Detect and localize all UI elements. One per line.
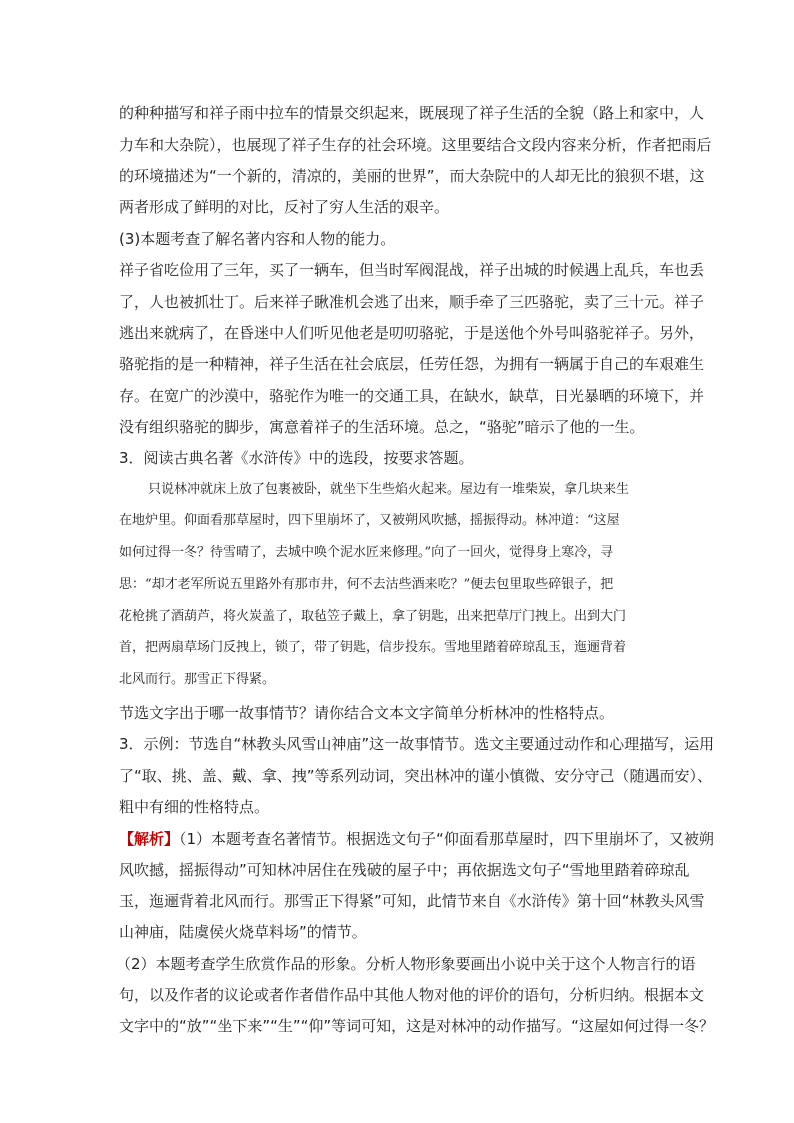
- text-line: 了，人也被抓壮丁。后来祥子瞅准机会逃了出来，顺手牵了三匹骆驼，卖了三十元。祥子: [119, 293, 705, 311]
- answer-line: 了“取、挑、盖、戴、拿、拽”等系列动词，突出林冲的谨小慎微、安分守己（随遇而安）、: [119, 767, 713, 785]
- quote-line: 如何过得一冬？待雪晴了，去城中唤个泥水匠来修理。”向了一回火，觉得身上寒冷，寻: [119, 545, 614, 560]
- analysis-line: 玉，迤逦背着北风而行。那雪正下得紧”可知，此情节来自《水浒传》第十回“林教头风雪: [119, 892, 705, 910]
- analysis-line: （2）本题考查学生欣赏作品的形象。分析人物形象要画出小说中关于这个人物言行的语: [116, 955, 696, 973]
- text-line: 两者形成了鲜明的对比，反衬了穷人生活的艰辛。: [119, 198, 450, 216]
- sub-heading: (3)本题考查了解名著内容和人物的能力。: [119, 230, 396, 248]
- analysis-line: 文字中的“放”“坐下来”“生”“仰”等词可知，这是对林冲的动作描写。“这屋如何过得一冬？: [119, 1017, 714, 1035]
- text-line: 骆驼指的是一种精神，祥子生活在社会底层，任劳任怨，为拥有一辆属于自己的车艰难生: [119, 355, 705, 373]
- answer-line: 粗中有细的性格特点。: [119, 798, 270, 816]
- analysis-tag: 【解析】: [119, 830, 180, 848]
- text-line: 逃出来就病了，在昏迷中人们听见他老是叨叨骆驼，于是送他个外号叫骆驼祥子。另外，: [119, 324, 705, 342]
- analysis-line: 风吹撼，摇振得动”可知林冲居住在残破的屋子中；再依据选文句子“雪地里踏着碎琼乱: [119, 861, 690, 879]
- quote-line: 花枪挑了酒葫芦，将火炭盖了，取毡笠子戴上，拿了钥匙，出来把草厅门拽上。出到大门: [119, 609, 627, 624]
- question-title: 3．阅读古典名著《水浒传》中的选段，按要求答题。: [119, 449, 474, 467]
- analysis-line: [119, 829, 714, 849]
- quote-line: 北风而行。那雪正下得紧。: [119, 672, 276, 687]
- answer-line: 3．示例：节选自“林教头风雪山神庙”这一故事情节。选文主要通过动作和心理描写，运用: [119, 735, 715, 753]
- quote-line: 在地炉里。仰面看那草屋时，四下里崩坏了，又被朔风吹撼，摇振得动。林冲道：“这屋: [119, 513, 620, 528]
- text-line: 存。在宽广的沙漠中，骆驼作为唯一的交通工具，在缺水，缺草，日光暴晒的环境下，并: [119, 387, 705, 405]
- analysis-line: 山神庙，陆虞侯火烧草料场”的情节。: [119, 923, 367, 941]
- analysis-line: 句，以及作者的议论或者作者借作品中其他人物对他的评价的语句，分析归纳。根据本文: [119, 986, 705, 1004]
- text-line: 的环境描述为“一个新的，清凉的，美丽的世界”，而大杂院中的人却无比的狼狈不堪，这: [119, 167, 705, 185]
- text-line: 的种种描写和祥子雨中拉车的情景交织起来，既展现了祥子生活的全貌（路上和家中，人: [119, 104, 705, 122]
- question-prompt: 节选文字出于哪一故事情节？请你结合文本文字简单分析林冲的性格特点。: [119, 704, 615, 722]
- text-line: 力车和大杂院），也展现了祥子生存的社会环境。这里要结合文段内容来分析，作者把雨后: [119, 136, 712, 154]
- text-line: 祥子省吃俭用了三年，买了一辆车，但当时军阀混战，祥子出城的时候遇上乱兵，车也丢: [119, 261, 705, 279]
- quote-line: 只说林冲就床上放了包裹被卧，就坐下生些焰火起来。屋边有一堆柴炭，拿几块来生: [148, 482, 630, 497]
- quote-line: 首，把两扇草场门反拽上，锁了，带了钥匙，信步投东。雪地里踏着碎琼乱玉，迤逦背着: [119, 640, 627, 655]
- quote-line: 思：“却才老军所说五里路外有那市井，何不去沽些酒来吃？”便去包里取些碎银子，把: [119, 577, 614, 592]
- text-line: 没有组织骆驼的脚步，寓意着祥子的生活环境。总之，“骆驼”暗示了他的一生。: [119, 418, 645, 436]
- analysis-text: （1）本题考查名著情节。根据选文句子“仰面看那草屋时，四下里崩坏了，又被朔: [179, 830, 714, 848]
